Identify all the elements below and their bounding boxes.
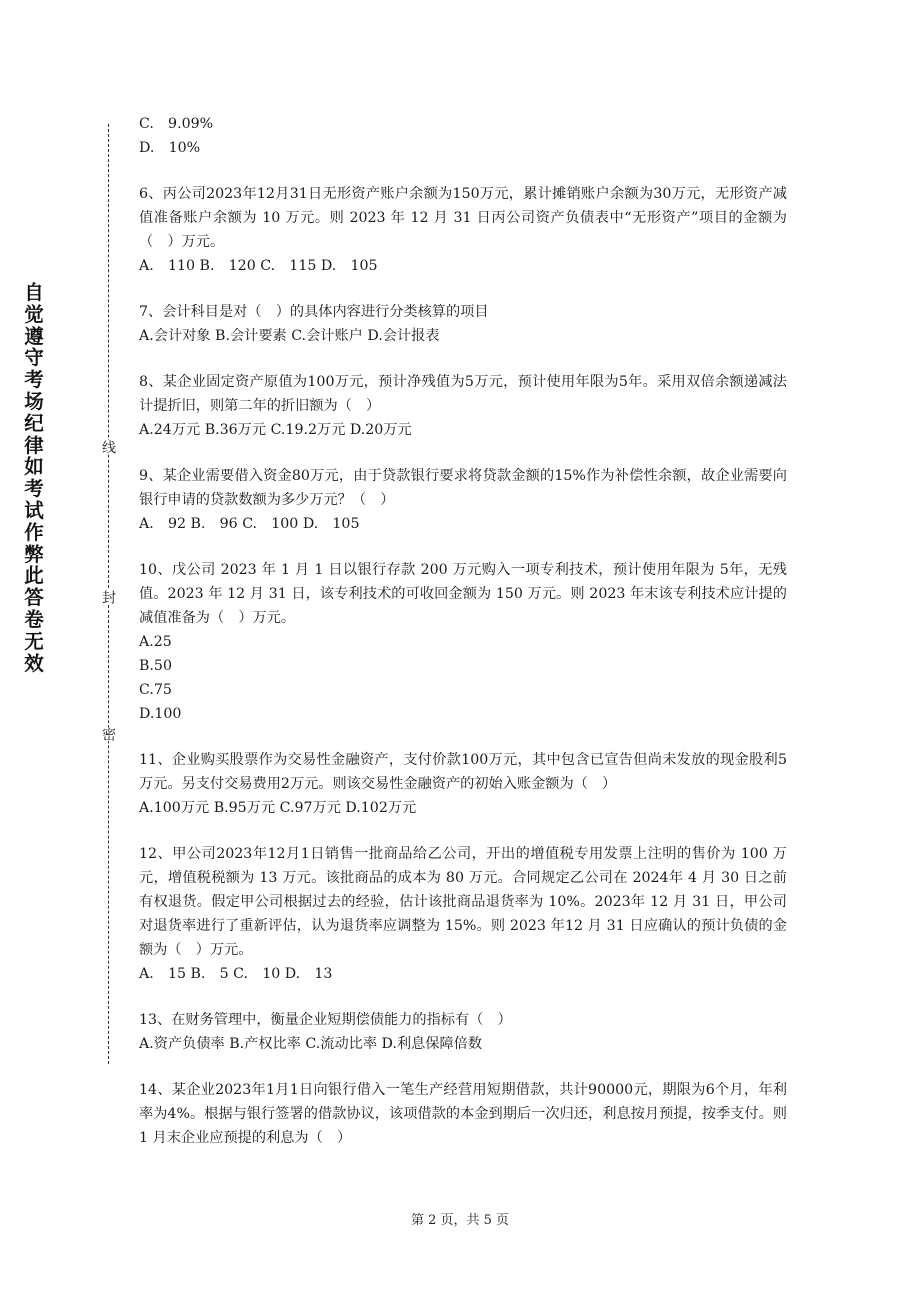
question-6 xyxy=(139,182,787,278)
question-option-d: D.100 xyxy=(139,706,182,722)
question-11 xyxy=(139,748,787,820)
question-text: 10、戊公司 2023 年 1 月 1 日以银行存款 200 万元购入一项专利技术，预计使用年限为 5年，无残值。2023 年 12 月 31 日，该专利技术的可收回金额为 150 万元。则 2023 年末该专利技术应计提的减值准备为（ ）万元。 xyxy=(139,562,787,626)
question-14 xyxy=(139,1078,787,1150)
notice-char: 觉 xyxy=(24,302,44,326)
question-7 xyxy=(139,300,787,348)
question-text: 6、丙公司2023年12月31日无形资产账户余额为150万元，累计摊销账户余额为30万元，无形资产减值准备账户余额为 10 万元。则 2023 年 12 月 31 日丙公司资产负债表中“无形资产”项目的金额为（ ）万元。 xyxy=(139,186,787,250)
question-options: A. 15 B. 5 C. 10 D. 13 xyxy=(139,966,333,982)
notice-char: 卷 xyxy=(24,607,44,631)
exam-content xyxy=(139,112,787,1150)
exam-discipline-notice xyxy=(18,282,50,674)
notice-char: 律 xyxy=(24,433,44,457)
question-8 xyxy=(139,370,787,442)
question-option-c: C.75 xyxy=(139,682,172,698)
question-13 xyxy=(139,1008,787,1056)
question-option-a: A.25 xyxy=(139,634,172,650)
question-text: 9、某企业需要借入资金80万元，由于贷款银行要求将贷款金额的15%作为补偿性余额，故企业需要向银行申请的贷款数额为多少万元？（ ） xyxy=(139,468,787,508)
notice-char: 场 xyxy=(24,389,44,413)
question-text: 7、会计科目是对（ ）的具体内容进行分类核算的项目 xyxy=(139,304,489,320)
notice-char: 纪 xyxy=(24,411,44,435)
binding-mark-feng: 封 xyxy=(100,590,116,604)
notice-char: 答 xyxy=(24,586,44,610)
question-text: 8、某企业固定资产原值为100万元，预计净残值为5万元，预计使用年限为5年。采用双倍余额递减法计提折旧，则第二年的折旧额为（ ） xyxy=(139,374,787,414)
question-10 xyxy=(139,558,787,726)
question-text: 11、企业购买股票作为交易性金融资产，支付价款100万元，其中包含已宣告但尚未发放的现金股利5万元。另支付交易费用2万元。则该交易性金融资产的初始入账金额为（ ） xyxy=(139,752,787,792)
question-12 xyxy=(139,842,787,986)
option-d-previous: D. 10% xyxy=(139,140,201,156)
question-options: A. 92 B. 96 C. 100 D. 105 xyxy=(139,516,360,532)
notice-char: 考 xyxy=(24,368,44,392)
option-c-previous: C. 9.09% xyxy=(139,116,214,132)
question-options: A.资产负债率 B.产权比率 C.流动比率 D.利息保障倍数 xyxy=(139,1036,483,1052)
notice-char: 自 xyxy=(24,281,44,304)
notice-char: 考 xyxy=(24,477,44,501)
notice-char: 如 xyxy=(24,455,44,479)
notice-char: 试 xyxy=(24,498,44,522)
question-options: A.100万元 B.95万元 C.97万元 D.102万元 xyxy=(139,800,417,816)
notice-char: 弊 xyxy=(24,542,44,566)
binding-mark-mi: 密 xyxy=(100,727,116,741)
binding-mark-xian: 线 xyxy=(100,440,116,454)
notice-char: 作 xyxy=(24,520,44,544)
question-text: 12、甲公司2023年12月1日销售一批商品给乙公司，开出的增值税专用发票上注明的售价为 100 万元，增值税税额为 13 万元。该批商品的成本为 80 万元。合同规定乙公司在 2024年 4 月 30 日之前有权退货。假定甲公司根据过去的经验，估计该批商品退货率为 10%。2023年 12 月 31 日，甲公司对退货率进行了重新评估，认为退货率应调整为 15%。则 2023 年12 月 31 日应确认的预计负债的金额为（ ）万元。 xyxy=(139,846,787,958)
page-number-footer: 第 2 页，共 5 页 xyxy=(410,1213,510,1228)
question-options: A. 110 B. 120 C. 115 D. 105 xyxy=(139,258,378,274)
notice-char: 遵 xyxy=(24,324,44,348)
question-options: A.24万元 B.36万元 C.19.2万元 D.20万元 xyxy=(139,422,412,438)
notice-char: 无 xyxy=(24,629,44,653)
question-text: 14、某企业2023年1月1日向银行借入一笔生产经营用短期借款，共计90000元，期限为6个月，年利率为4%。根据与银行签署的借款协议，该项借款的本金到期后一次归还，利息按月预提，按季支付。则 1 月末企业应预提的利息为（ ） xyxy=(139,1082,787,1146)
notice-char: 守 xyxy=(24,346,44,370)
question-options: A.会计对象 B.会计要素 C.会计账户 D.会计报表 xyxy=(139,328,440,344)
notice-char: 效 xyxy=(24,651,44,675)
notice-char: 此 xyxy=(24,564,44,588)
question-9 xyxy=(139,464,787,536)
question-option-b: B.50 xyxy=(139,658,172,674)
question-text: 13、在财务管理中，衡量企业短期偿债能力的指标有（ ） xyxy=(139,1012,512,1028)
